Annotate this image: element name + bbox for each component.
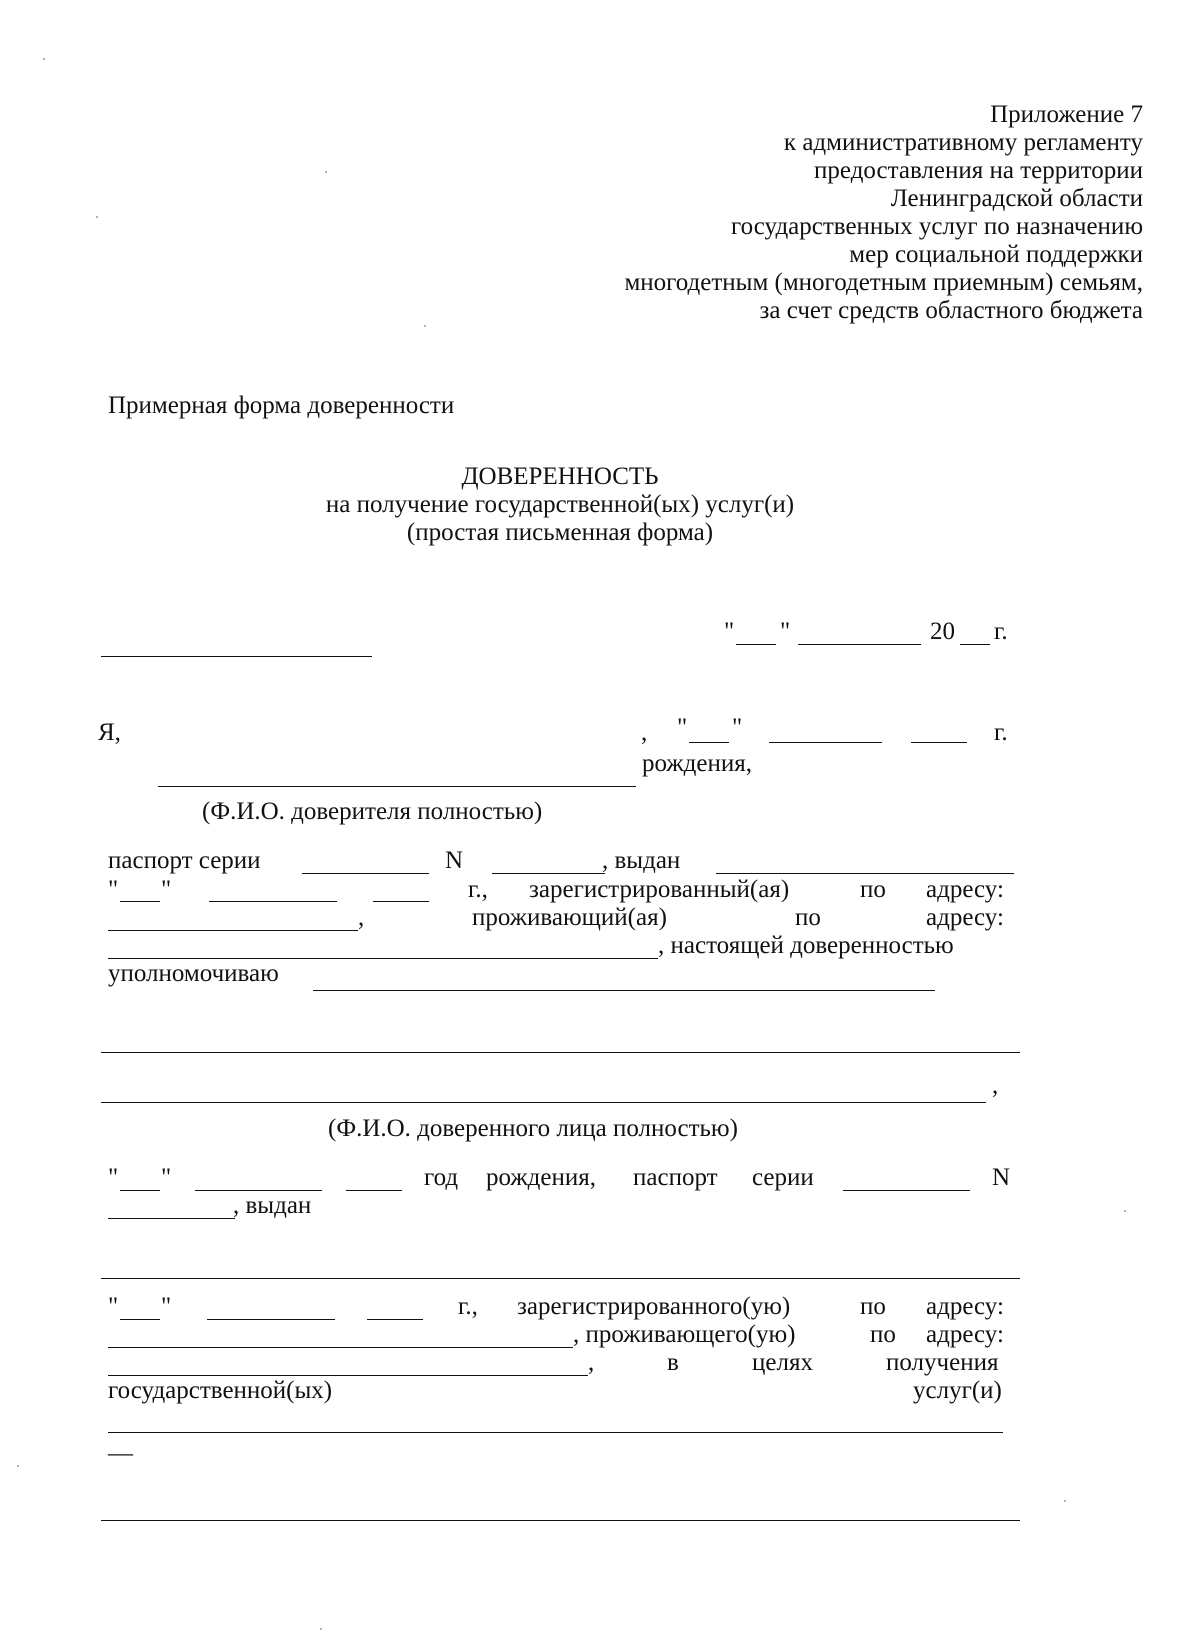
passport-series-label: паспорт серии (108, 847, 261, 874)
agent-registered-po: по (860, 1293, 886, 1320)
principal-quote-close: " (732, 714, 743, 741)
passport-series-field[interactable] (302, 873, 429, 874)
living-address-label: адресу: (926, 904, 1004, 931)
principal-quote-open: " (677, 714, 688, 741)
principal-birth-month-field[interactable] (769, 742, 882, 743)
agent-birth-month-field[interactable] (195, 1190, 322, 1191)
services-label: услуг(и) (913, 1377, 1002, 1404)
living-label: проживающий(ая) (472, 904, 667, 931)
document-form-type: (простая письменная форма) (406, 519, 714, 546)
agent-registration-address-field[interactable] (108, 1347, 573, 1348)
date-year-prefix: 20 (930, 618, 955, 645)
agent-fio-comma: , (992, 1072, 999, 1099)
header-line-2: предоставления на территории (814, 157, 1143, 184)
agent-birth-quote-open: " (108, 1164, 119, 1191)
header-line-4: государственных услуг по назначению (731, 213, 1143, 240)
agent-living-label: , проживающего(ую) (573, 1321, 796, 1348)
agent-fio-field-1[interactable] (101, 1052, 1020, 1053)
scan-speck (325, 171, 327, 173)
agent-series-field[interactable] (843, 1190, 970, 1191)
passport-issued-label: , выдан (602, 847, 681, 874)
agent-issued-field[interactable] (101, 1278, 1020, 1279)
issue-quote-open: " (108, 876, 119, 903)
form-caption: Примерная форма доверенности (108, 392, 455, 419)
registration-comma: , (358, 904, 365, 931)
issue-day-field[interactable] (120, 901, 160, 902)
authorize-field[interactable] (313, 990, 935, 991)
header-line-1: к административному регламенту (783, 129, 1143, 156)
authorize-label: уполномочиваю (108, 960, 279, 987)
passport-number-field[interactable] (492, 873, 605, 874)
agent-issue-quote-close: " (161, 1293, 172, 1320)
agent-living-address-field[interactable] (108, 1375, 588, 1376)
state-label: государственной(ых) (108, 1377, 333, 1404)
agent-birth-year-field[interactable] (346, 1190, 402, 1191)
agent-fio-caption: (Ф.И.О. доверенного лица полностью) (328, 1115, 738, 1142)
agent-birth-label: рождения, (486, 1164, 596, 1191)
date-month-field[interactable] (798, 644, 921, 645)
agent-series-label: серии (752, 1164, 814, 1191)
agent-registered-label: зарегистрированного(ую) (517, 1293, 791, 1320)
issue-month-field[interactable] (209, 901, 337, 902)
agent-passport-label: паспорт (633, 1164, 718, 1191)
header-line-7: за счет средств областного бюджета (759, 297, 1143, 324)
date-quote-open: " (724, 618, 735, 645)
purpose-receiving: получения (886, 1349, 999, 1376)
principal-fio-caption: (Ф.И.О. доверителя полностью) (202, 798, 543, 825)
document-subtitle: на получение государственной(ых) услуг(и) (325, 491, 795, 518)
agent-registered-address-label: адресу: (926, 1293, 1004, 1320)
header-line-5: мер социальной поддержки (849, 241, 1143, 268)
by-this-power: , настоящей доверенностью (658, 932, 954, 959)
appendix-number: Приложение 7 (990, 101, 1143, 128)
principal-year-abbr: г. (994, 719, 1008, 746)
registered-po: по (860, 876, 886, 903)
header-line-6: многодетным (многодетным приемным) семьям, (624, 269, 1143, 296)
date-quote-close: " (780, 618, 791, 645)
agent-birth-day-field[interactable] (120, 1190, 160, 1191)
services-field-1[interactable] (108, 1432, 1003, 1433)
passport-issued-field[interactable] (716, 873, 1014, 874)
date-year-field[interactable] (960, 644, 990, 645)
principal-fio-field[interactable] (158, 786, 636, 787)
purpose-aims: целях (752, 1349, 813, 1376)
registration-address-field[interactable] (108, 930, 358, 931)
issue-year-abbr: г., (468, 876, 488, 903)
agent-living-po: по (870, 1321, 896, 1348)
header-line-3: Ленинградской области (890, 185, 1143, 212)
scan-speck (1064, 1500, 1066, 1502)
purpose-in: в (667, 1349, 679, 1376)
principal-comma: , (641, 719, 648, 746)
agent-issue-quote-open: " (108, 1293, 119, 1320)
issue-year-field[interactable] (373, 901, 429, 902)
agent-issued-label: , выдан (233, 1192, 312, 1219)
place-field[interactable] (101, 656, 372, 657)
services-field-2[interactable] (101, 1520, 1020, 1521)
agent-number-field[interactable] (108, 1218, 235, 1219)
scan-speck (320, 1628, 322, 1630)
living-po: по (795, 904, 821, 931)
registered-address-label: адресу: (926, 876, 1004, 903)
registered-label: зарегистрированный(ая) (529, 876, 790, 903)
agent-birth-quote-close: " (161, 1164, 172, 1191)
principal-birth-word: рождения, (642, 750, 752, 777)
scan-speck (43, 58, 45, 60)
agent-issue-day-field[interactable] (120, 1319, 160, 1320)
date-day-field[interactable] (736, 644, 776, 645)
living-address-field[interactable] (108, 958, 658, 959)
principal-i: Я, (98, 719, 121, 746)
scan-speck (424, 325, 426, 327)
agent-birth-year-label: год (424, 1164, 459, 1191)
scan-speck (17, 1465, 19, 1467)
passport-number-label: N (445, 847, 464, 874)
agent-fio-field-2[interactable] (101, 1102, 986, 1103)
agent-living-address-label: адресу: (926, 1321, 1004, 1348)
document-title: ДОВЕРЕННОСТЬ (461, 463, 659, 490)
scan-speck (96, 216, 98, 218)
issue-quote-close: " (161, 876, 172, 903)
agent-issue-month-field[interactable] (207, 1319, 335, 1320)
principal-birth-day-field[interactable] (689, 742, 729, 743)
agent-issue-year-field[interactable] (367, 1319, 423, 1320)
agent-issue-year-abbr: г., (458, 1293, 478, 1320)
principal-birth-year-field[interactable] (911, 742, 967, 743)
services-dash: — (108, 1440, 133, 1467)
date-year-suffix: г. (994, 618, 1008, 645)
agent-living-comma: , (588, 1349, 595, 1376)
scan-speck (1124, 1210, 1126, 1212)
agent-number-label: N (992, 1164, 1011, 1191)
